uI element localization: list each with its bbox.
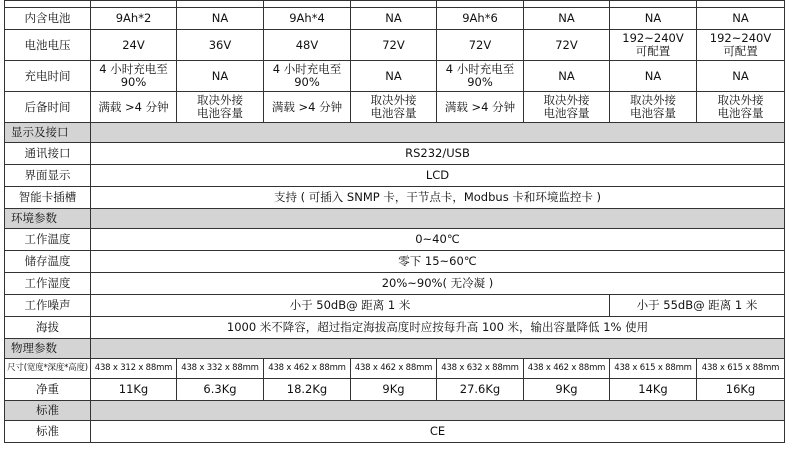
spec-value: 9Kg — [524, 379, 610, 401]
spec-table — [4, 0, 785, 443]
spec-value: 取决外接 电池容量 — [177, 92, 264, 123]
spec-value: NA — [351, 61, 437, 92]
spec-label: 充电时间 — [5, 61, 91, 92]
spec-value: 取决外接 电池容量 — [524, 92, 610, 123]
spec-label: 尺寸(宽度*深度*高度) — [5, 359, 91, 379]
spec-value: 20%~90%( 无冷凝 ) — [91, 273, 785, 295]
spec-label: 后备时间 — [5, 92, 91, 123]
spec-value: NA — [524, 61, 610, 92]
spec-row — [5, 30, 785, 61]
spec-value: 438 x 332 x 88mm — [177, 359, 264, 379]
spec-value: NA — [610, 61, 697, 92]
spec-row — [5, 295, 785, 317]
spec-value: 438 x 615 x 88mm — [610, 359, 697, 379]
section-header-row — [5, 401, 785, 421]
spec-value: 72V — [437, 30, 524, 61]
spec-row — [5, 251, 785, 273]
spec-row — [5, 187, 785, 209]
spec-row — [5, 359, 785, 379]
spec-value: NA — [351, 8, 437, 30]
spec-label-cell — [5, 1, 91, 8]
spec-value: 4 小时充电至 90% — [91, 61, 177, 92]
spec-label: 智能卡插槽 — [5, 187, 91, 209]
spec-value: LCD — [91, 165, 785, 187]
spec-value: 9Ah*4 — [264, 8, 351, 30]
spec-value: NA — [177, 61, 264, 92]
spec-value: 438 x 312 x 88mm — [91, 359, 177, 379]
spec-row — [5, 273, 785, 295]
spec-value: 取决外接 电池容量 — [697, 92, 785, 123]
spec-value: 零下 15~60℃ — [91, 251, 785, 273]
spec-value: 438 x 615 x 88mm — [697, 359, 785, 379]
spec-value: 438 x 462 x 88mm — [351, 359, 437, 379]
spec-value: 9Kg — [351, 379, 437, 401]
spec-value: 36V — [177, 30, 264, 61]
spec-value: NA — [697, 8, 785, 30]
spec-label: 内含电池 — [5, 8, 91, 30]
spec-value: 14Kg — [610, 379, 697, 401]
section-title: 环境参数 — [5, 209, 91, 229]
spec-value: 438 x 462 x 88mm — [264, 359, 351, 379]
section-title: 标准 — [5, 401, 91, 421]
spec-label: 界面显示 — [5, 165, 91, 187]
spec-value: 27.6Kg — [437, 379, 524, 401]
spec-label: 电池电压 — [5, 30, 91, 61]
section-header-fill — [91, 123, 785, 143]
spec-value: NA — [177, 8, 264, 30]
section-header-row — [5, 339, 785, 359]
spec-value: 满载 >4 分钟 — [91, 92, 177, 123]
spec-label: 工作温度 — [5, 229, 91, 251]
spec-label: 海拔 — [5, 317, 91, 339]
spec-value-cell — [351, 1, 437, 8]
spec-label: 通讯接口 — [5, 143, 91, 165]
section-header-fill — [91, 209, 785, 229]
spec-value-cell — [524, 1, 610, 8]
spec-value-cell — [264, 1, 351, 8]
spec-value-cell — [91, 1, 177, 8]
section-title: 显示及接口 — [5, 123, 91, 143]
spec-value: CE — [91, 421, 785, 443]
spec-row — [5, 317, 785, 339]
spec-row — [5, 165, 785, 187]
section-header-row — [5, 209, 785, 229]
spec-value: 1000 米不降容，超过指定海拔高度时应按每升高 100 米，输出容量降低 1% 使用 — [91, 317, 785, 339]
spec-label: 工作湿度 — [5, 273, 91, 295]
spec-value: 9Ah*6 — [437, 8, 524, 30]
spec-label: 储存温度 — [5, 251, 91, 273]
spec-value: NA — [524, 8, 610, 30]
spec-value: 438 x 632 x 88mm — [437, 359, 524, 379]
spec-value: 支持 ( 可插入 SNMP 卡，干节点卡，Modbus 卡和环境监控卡 ) — [91, 187, 785, 209]
spec-value: 18.2Kg — [264, 379, 351, 401]
spec-row — [5, 421, 785, 443]
spec-value-cell — [610, 1, 697, 8]
spec-value-cell — [437, 1, 524, 8]
spec-value: 取决外接 电池容量 — [610, 92, 697, 123]
spec-value: 取决外接 电池容量 — [351, 92, 437, 123]
spec-value: NA — [697, 61, 785, 92]
spec-row — [5, 229, 785, 251]
spec-value-cell — [177, 1, 264, 8]
spec-row — [5, 92, 785, 123]
section-title: 物理参数 — [5, 339, 91, 359]
spec-value: 16Kg — [697, 379, 785, 401]
spec-value: 438 x 462 x 88mm — [524, 359, 610, 379]
spec-value: 48V — [264, 30, 351, 61]
spec-row — [5, 379, 785, 401]
spec-value: 4 小时充电至 90% — [437, 61, 524, 92]
spec-row — [5, 8, 785, 30]
spec-value: 11Kg — [91, 379, 177, 401]
spec-label: 工作噪声 — [5, 295, 91, 317]
spec-row — [5, 61, 785, 92]
spec-value: 0~40℃ — [91, 229, 785, 251]
spec-value: 24V — [91, 30, 177, 61]
section-header-fill — [91, 401, 785, 421]
spec-value: RS232/USB — [91, 143, 785, 165]
spec-value: 72V — [351, 30, 437, 61]
spec-label: 净重 — [5, 379, 91, 401]
spec-value-cell — [697, 1, 785, 8]
section-header-fill — [91, 339, 785, 359]
spec-value: 满载 >4 分钟 — [264, 92, 351, 123]
spec-value: 4 小时充电至 90% — [264, 61, 351, 92]
spec-value: 72V — [524, 30, 610, 61]
section-header-row — [5, 123, 785, 143]
spec-value: 满载 >4 分钟 — [437, 92, 524, 123]
spec-value: 192~240V 可配置 — [697, 30, 785, 61]
spec-value: 6.3Kg — [177, 379, 264, 401]
spec-value: 9Ah*2 — [91, 8, 177, 30]
table-top-edge — [5, 1, 785, 8]
spec-value: NA — [610, 8, 697, 30]
spec-label: 标准 — [5, 421, 91, 443]
spec-value-right: 小于 55dB@ 距离 1 米 — [610, 295, 785, 317]
spec-value: 192~240V 可配置 — [610, 30, 697, 61]
spec-value-left: 小于 50dB@ 距离 1 米 — [91, 295, 610, 317]
spec-row — [5, 143, 785, 165]
